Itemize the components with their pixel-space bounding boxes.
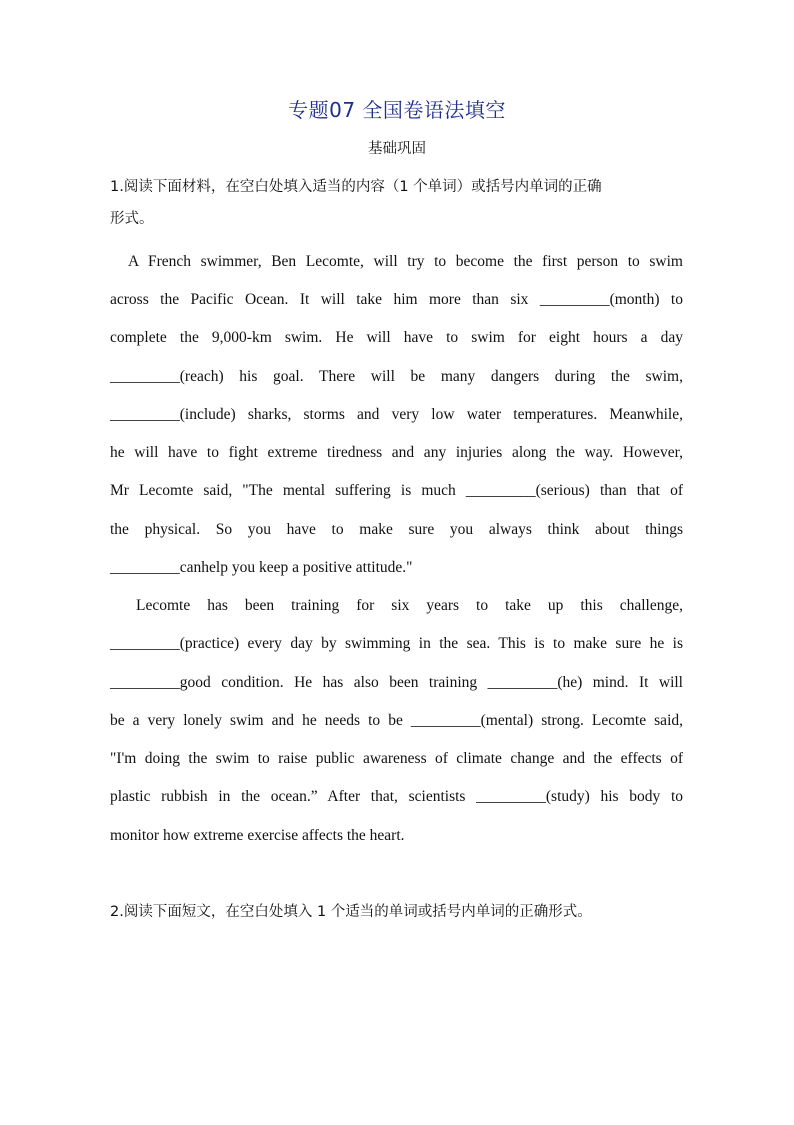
passage-line: _________(reach) his goal. There will be many dangers during the swim, xyxy=(110,368,683,385)
passage-line: complete the 9,000-km swim. He will have to swim for eight hours a day xyxy=(110,329,683,346)
passage-line: across the Pacific Ocean. It will take him more than six _________(month) to xyxy=(110,291,683,308)
passage-line: _________good condition. He has also been training _________(he) mind. It will xyxy=(110,674,683,691)
question-1-instruction-line: 1.阅读下面材料，在空白处填入适当的内容（1 个单词）或括号内单词的正确 xyxy=(110,179,602,195)
passage-line: monitor how extreme exercise affects the heart. xyxy=(110,827,405,844)
passage-line: plastic rubbish in the ocean.” After that, scientists _________(study) his body to xyxy=(110,788,683,805)
question-1-instruction-line: 形式。 xyxy=(110,211,154,227)
passage-line: be a very lonely swim and he needs to be _________(mental) strong. Lecomte said, xyxy=(110,712,683,729)
passage-line: _________canhelp you keep a positive attitude." xyxy=(110,559,413,576)
section-subtitle: 基础巩固 xyxy=(368,141,426,157)
question-2-instruction: 2.阅读下面短文，在空白处填入 1 个适当的单词或括号内单词的正确形式。 xyxy=(110,904,592,920)
page-title: 专题07 全国卷语法填空 xyxy=(288,98,506,122)
passage-line: the physical. So you have to make sure you always think about things xyxy=(110,521,683,538)
question-1-instruction xyxy=(110,171,684,235)
passage-line: Lecomte has been training for six years to take up this challenge, xyxy=(136,597,683,614)
passage-line: _________(practice) every day by swimming in the sea. This is to make sure he is xyxy=(110,635,683,652)
passage-line: he will have to fight extreme tiredness and any injuries along the way. However, xyxy=(110,444,683,461)
passage-line: "I'm doing the swim to raise public awareness of climate change and the effects of xyxy=(110,750,683,767)
passage-line: Mr Lecomte said, "The mental suffering is much _________(serious) than that of xyxy=(110,482,683,499)
passage-line: _________(include) sharks, storms and very low water temperatures. Meanwhile, xyxy=(110,406,683,423)
passage-line: A French swimmer, Ben Lecomte, will try to become the first person to swim xyxy=(128,253,683,270)
